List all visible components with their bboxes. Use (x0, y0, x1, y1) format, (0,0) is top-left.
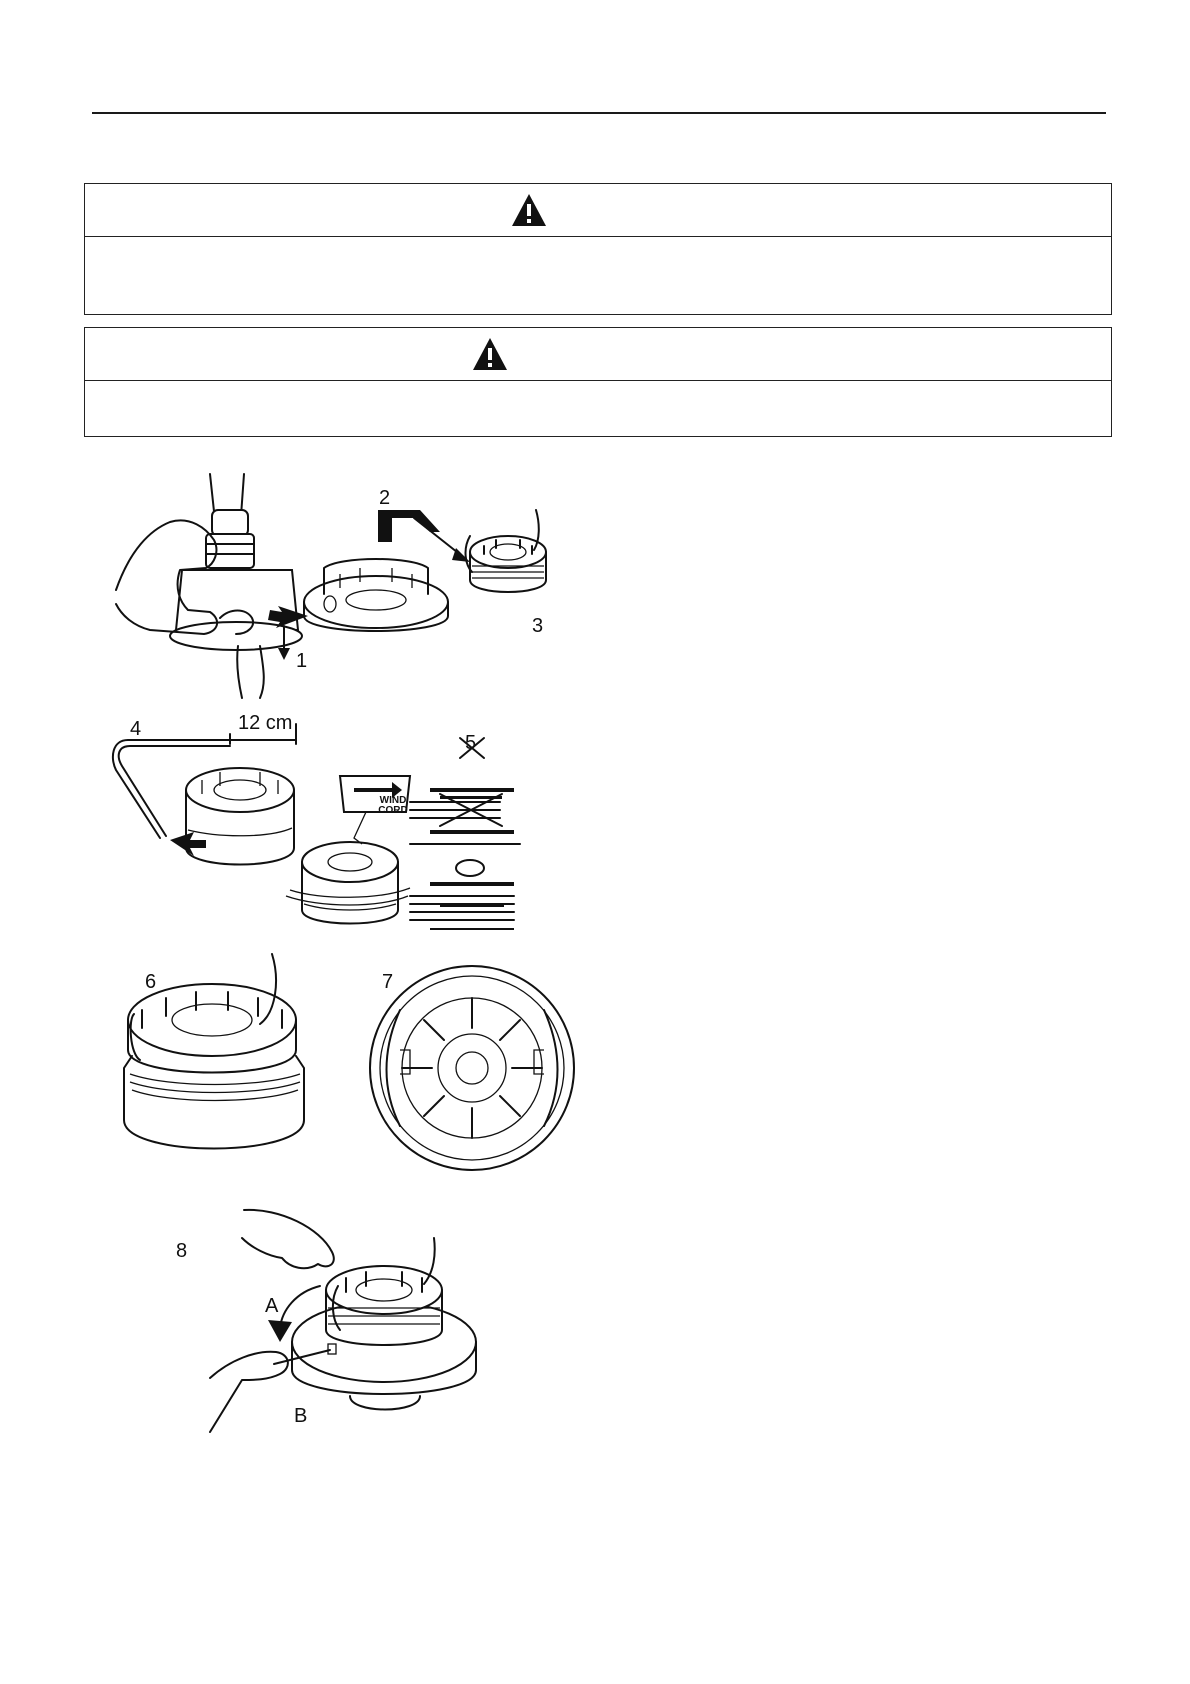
wind-label-line-1: WIND (379, 795, 407, 806)
warning-triangle-icon (511, 193, 547, 227)
warning-box-header (85, 184, 1111, 237)
figure-label-5: 5 (465, 732, 477, 754)
figure-label-3: 3 (532, 615, 544, 637)
figure-label-7: 7 (382, 971, 394, 993)
figure-label-6: 6 (145, 971, 157, 993)
figure-label-2: 2 (379, 487, 391, 509)
figure-label-1: 1 (296, 650, 308, 672)
figure-label-8: 8 (176, 1240, 188, 1262)
wind-label-line-2: CORD (378, 805, 408, 816)
warning-triangle-icon (472, 337, 508, 371)
wind-cord-label (370, 796, 416, 816)
warning-box-header (85, 328, 1111, 381)
figure-reinstall-spool (170, 1200, 490, 1450)
figure-label-4: 4 (130, 718, 142, 740)
figure-wind-cord (110, 720, 580, 930)
figure-label-A: A (265, 1295, 279, 1317)
warning-box-1 (84, 183, 1112, 315)
top-rule (92, 112, 1106, 114)
figure-spool-loaded (110, 950, 580, 1190)
figure-remove-spool (110, 470, 580, 700)
dimension-label: 12 cm (238, 712, 293, 734)
warning-box-2 (84, 327, 1112, 437)
figure-label-B: B (294, 1405, 308, 1427)
